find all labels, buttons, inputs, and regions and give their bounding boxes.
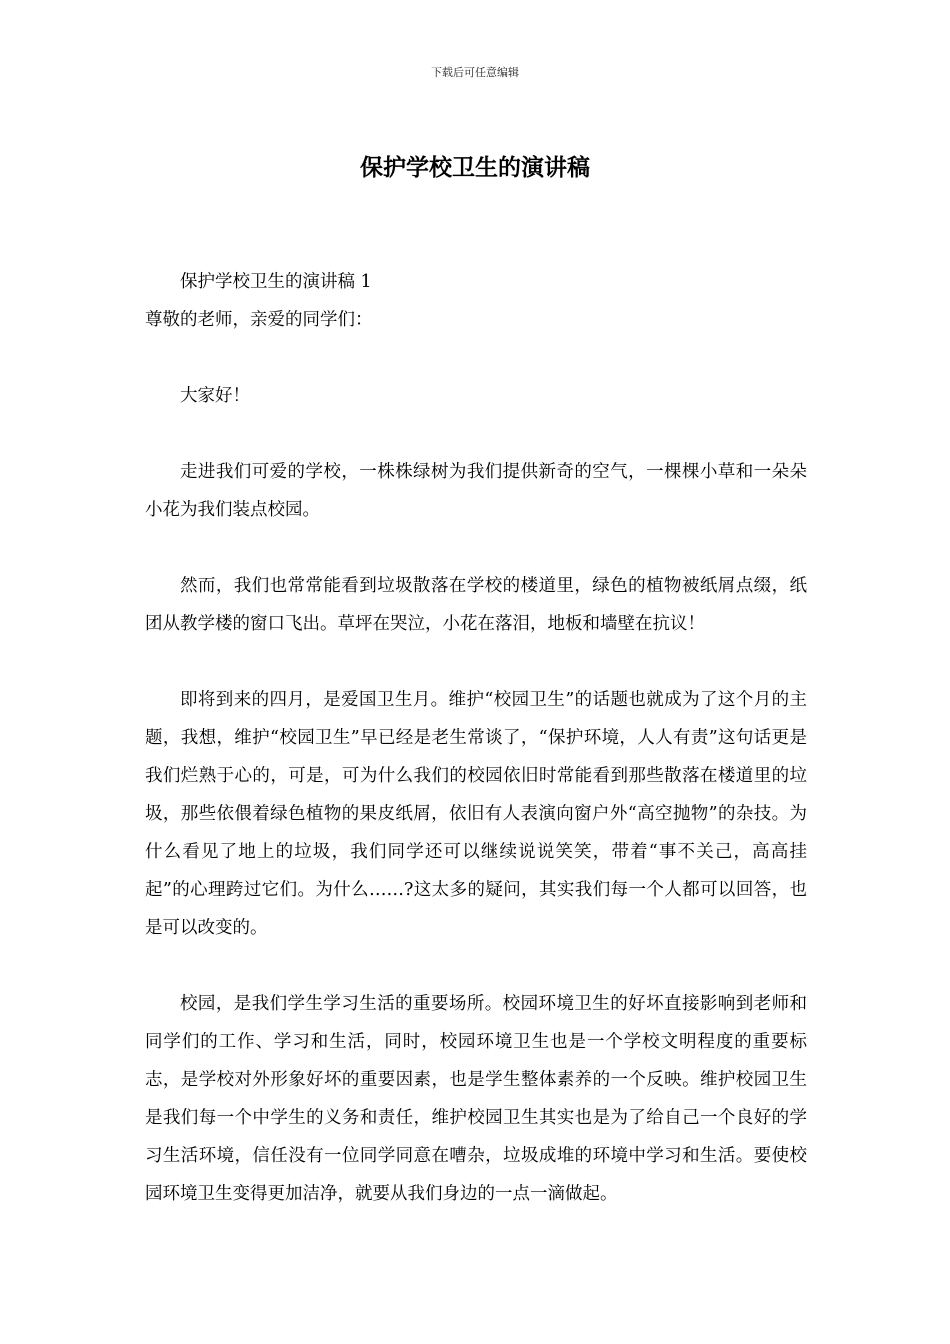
paragraph-4: 校园，是我们学生学习生活的重要场所。校园环境卫生的好坏直接影响到老师和同学们的工作、学习和生活，同时，校园环境卫生也是一个学校文明程度的重要标志，是学校对外形象好坏的重要因素，也是学生整体素养的一个反映。维护校园卫生是我们每一个中学生的义务和责任，维护校园卫生其实也是为了给自己一个良好的学习生活环境，信任没有一位同学同意在嘈杂，垃圾成堆的环境中学习和生活。要使校园环境卫生变得更加洁净，就要从我们身边的一点一滴做起。 <box>145 994 807 1204</box>
speech-subtitle: 保护学校卫生的演讲稿 1 <box>180 272 372 292</box>
paragraph-3: 即将到来的四月，是爱国卫生月。维护“校园卫生”的话题也就成为了这个月的主题，我想，维护“校园卫生”早已经是老生常谈了，“保护环境，人人有责”这句话更是我们烂熟于心的，可是，可为什么我们的校园依旧时常能看到那些散落在楼道里的垃圾，那些依偎着绿色植物的果皮纸屑，依旧有人表演向窗户外“高空抛物”的杂技。为什么看见了地上的垃圾，我们同学还可以继续说说笑笑，带着“事不关己，高高挂起”的心理跨过它们。为什么……?这太多的疑问，其实我们每一个人都可以回答，也是可以改变的。 <box>145 690 807 938</box>
document-title: 保护学校卫生的演讲稿 <box>360 154 590 181</box>
greeting: 大家好！ <box>180 386 250 406</box>
header-note: 下载后可任意编辑 <box>431 66 519 79</box>
paragraph-1: 走进我们可爱的学校，一株株绿树为我们提供新奇的空气，一棵棵小草和一朵朵小花为我们装点校园。 <box>145 462 807 520</box>
paragraph-2: 然而，我们也常常能看到垃圾散落在学校的楼道里，绿色的植物被纸屑点缀，纸团从教学楼的窗口飞出。草坪在哭泣，小花在落泪，地板和墙壁在抗议！ <box>145 576 807 634</box>
document-body <box>145 263 807 1213</box>
salutation: 尊敬的老师，亲爱的同学们： <box>145 310 373 330</box>
